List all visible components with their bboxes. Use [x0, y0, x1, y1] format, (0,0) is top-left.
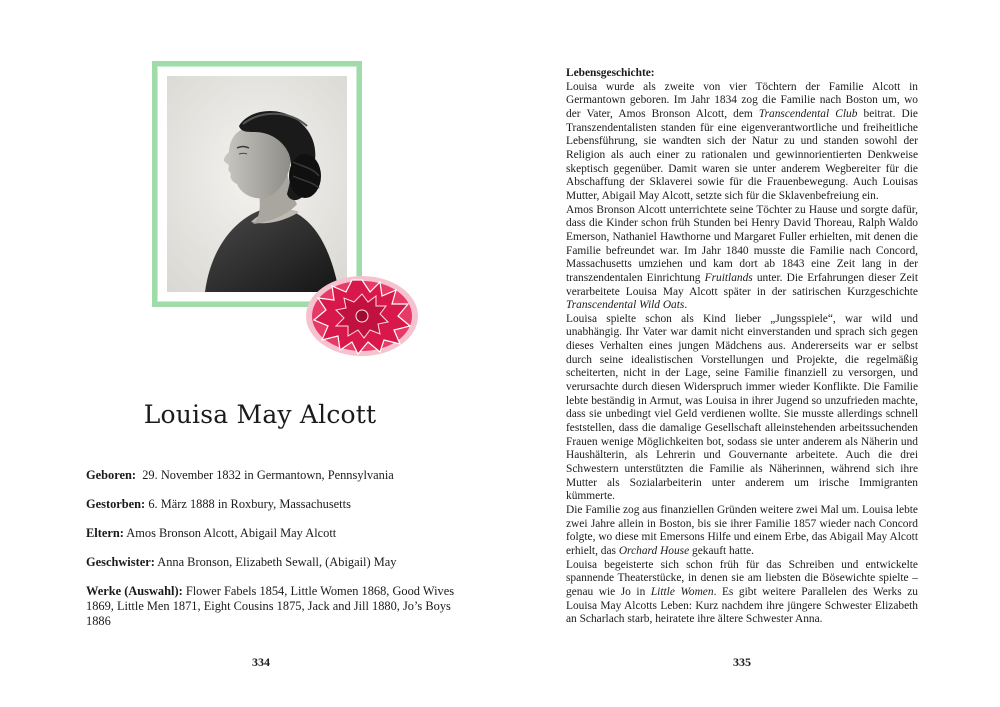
text-run: .	[684, 299, 688, 312]
fact-died	[86, 497, 456, 512]
fact-value: Anna Bronson, Elizabeth Sewall, (Abigail) May	[157, 555, 397, 569]
italic-title: Transcendental Wild Oats	[566, 299, 685, 312]
biography	[566, 67, 918, 627]
text-run: Louisa spielte schon als Kind lieber „Jungsspiele“, war wild und unabhängig. Ihr Vater war damit nicht einverstanden und sprach sich gegen dieses Verhalten eines jungen Mädchens aus. Andererseits war er selbst durch seine idealistischen Vorstellungen und Projekte, die regelmäßig scheiterten, nicht in der Lage, seine Familie finanziell zu versorgen, und verursachte durch diesen Widerspruch immer wieder Konflikte. Die Familie lebte beständig in Armut, was Louisa in ihrer Jugend so unzufrieden machte, dass sie unbedingt viel Geld verdienen wollte. Sie musste allerdings schnell feststellen, dass die damalige Gesellschaft alleinstehenden arbeitssuchenden Frauen wenige Möglichkeiten bot, sodass sie unter anderem als Näherin und Haushälterin, als Lehrerin und Gouvernante arbeitete. Auch die drei Schwestern unterstützten die Familie als Näherinnen, während sich ihre Mutter als Sozialarbeiterin unter anderem um irische Immigranten kümmerte.	[566, 312, 918, 503]
page-number: 334	[252, 655, 270, 669]
biography-paragraph	[566, 313, 918, 504]
text-run: gekauft hatte.	[689, 544, 755, 557]
biography-paragraph	[566, 204, 918, 313]
fact-value: Amos Bronson Alcott, Abigail May Alcott	[126, 526, 337, 540]
fact-label: Geboren:	[86, 468, 137, 482]
text-run: beitrat. Die Transzendentalisten standen für eine eigenverantwortliche und freiheitliche Lebensführung, sie wandten sich der Natur zu und standen sowohl der Religion als auch einer zu rationalen und gewinnorientierten Denkweise skeptisch gegenüber. Damit waren sie unter anderem Wegbereiter für die Abschaffung der Sklaverei sowie für die Frauenbewegung. Auch Louisas Mutter, Abigail May Alcott, setzte sich für die Sklavenbefreiung ein.	[566, 107, 918, 202]
fact-list	[86, 468, 456, 643]
fact-works	[86, 584, 456, 629]
biography-paragraph	[566, 504, 918, 559]
italic-title: Little Women	[650, 585, 714, 598]
biography-paragraph	[566, 559, 918, 627]
text-run: Louisa begeisterte sich schon früh für das Schreiben und entwickelte spannende Theaterstücke, in denen sie am liebsten die Bösewichte spielte – genau wie Jo in	[566, 558, 918, 598]
page-number: 335	[733, 655, 751, 669]
fact-value: 6. März 1888 in Roxbury, Massachusetts	[148, 497, 351, 511]
italic-title: Transcendental Club	[758, 107, 858, 120]
fact-label: Eltern:	[86, 526, 124, 540]
right-page	[500, 0, 1000, 707]
biography-paragraph	[566, 81, 918, 204]
italic-title: Orchard House	[618, 544, 690, 557]
text-run: Amos Bronson Alcott unterrichtete seine Töchter zu Hause und sorgte dafür, dass die Kinder schon früh Stunden bei Henry David Thoreau, Ralph Waldo Emerson, Nathaniel Hawthorne und Margaret Fuller erhielten, mit denen die Familie befreundet war. Im Jahr 1840 musste die Familie nach Concord, Massachusetts umziehen und kam dort ab 1843 eine Zeit lang in der transzendentalen Einrichtung	[566, 203, 918, 284]
fact-value: Flower Fabels 1854, Little Women 1868, Good Wives 1869, Little Men 1871, Eight Cousins 1875, Jack and Jill 1880, Jo’s Boys 1886	[86, 584, 455, 628]
fact-parents	[86, 526, 456, 541]
text-run: Die Familie zog aus finanziellen Gründen weitere zwei Mal um. Louisa lebte zwei Jahre allein in Boston, bis sie ihrer Familie 1857 wieder nach Concord folgte, wo diese mit Emersons Hilfe und einem Erbe, das Abigail May Alcott erhielt, das	[566, 504, 918, 557]
text-run: Louisa wurde als zweite von vier Töchtern der Familie Alcott in Germantown geboren. Im Jahr 1834 zog die Familie nach Boston um, wo der Vater, Amos Bronson Alcott, dem	[566, 80, 918, 120]
portrait-illustration	[167, 76, 347, 292]
fact-value: 29. November 1832 in Germantown, Pennsylvania	[142, 468, 394, 482]
text-run: unter. Die Erfahrungen dieser Zeit verarbeitete Louisa May Alcott später in der satirischen Kurzgeschichte	[566, 271, 918, 298]
fact-label: Geschwister:	[86, 555, 155, 569]
fact-born	[86, 468, 456, 483]
italic-title: Fruitlands	[704, 271, 753, 284]
section-heading: Lebensgeschichte:	[566, 67, 655, 79]
fact-siblings	[86, 555, 456, 570]
portrait-frame	[152, 61, 362, 307]
page-title: Louisa May Alcott	[143, 400, 377, 429]
text-run: . Es gibt weitere Parallelen des Werks zu Louisa May Alcotts Leben: Kurz nachdem ihre jüngere Schwester Elizabeth an Scharlach starb, heiratete ihre ältere Schwester Anna.	[566, 585, 918, 626]
biography-paragraphs	[566, 81, 918, 627]
portrait-image	[167, 76, 347, 292]
fact-label: Gestorben:	[86, 497, 146, 511]
carnation-illustration	[300, 272, 422, 360]
fact-label: Werke (Auswahl):	[86, 584, 183, 598]
